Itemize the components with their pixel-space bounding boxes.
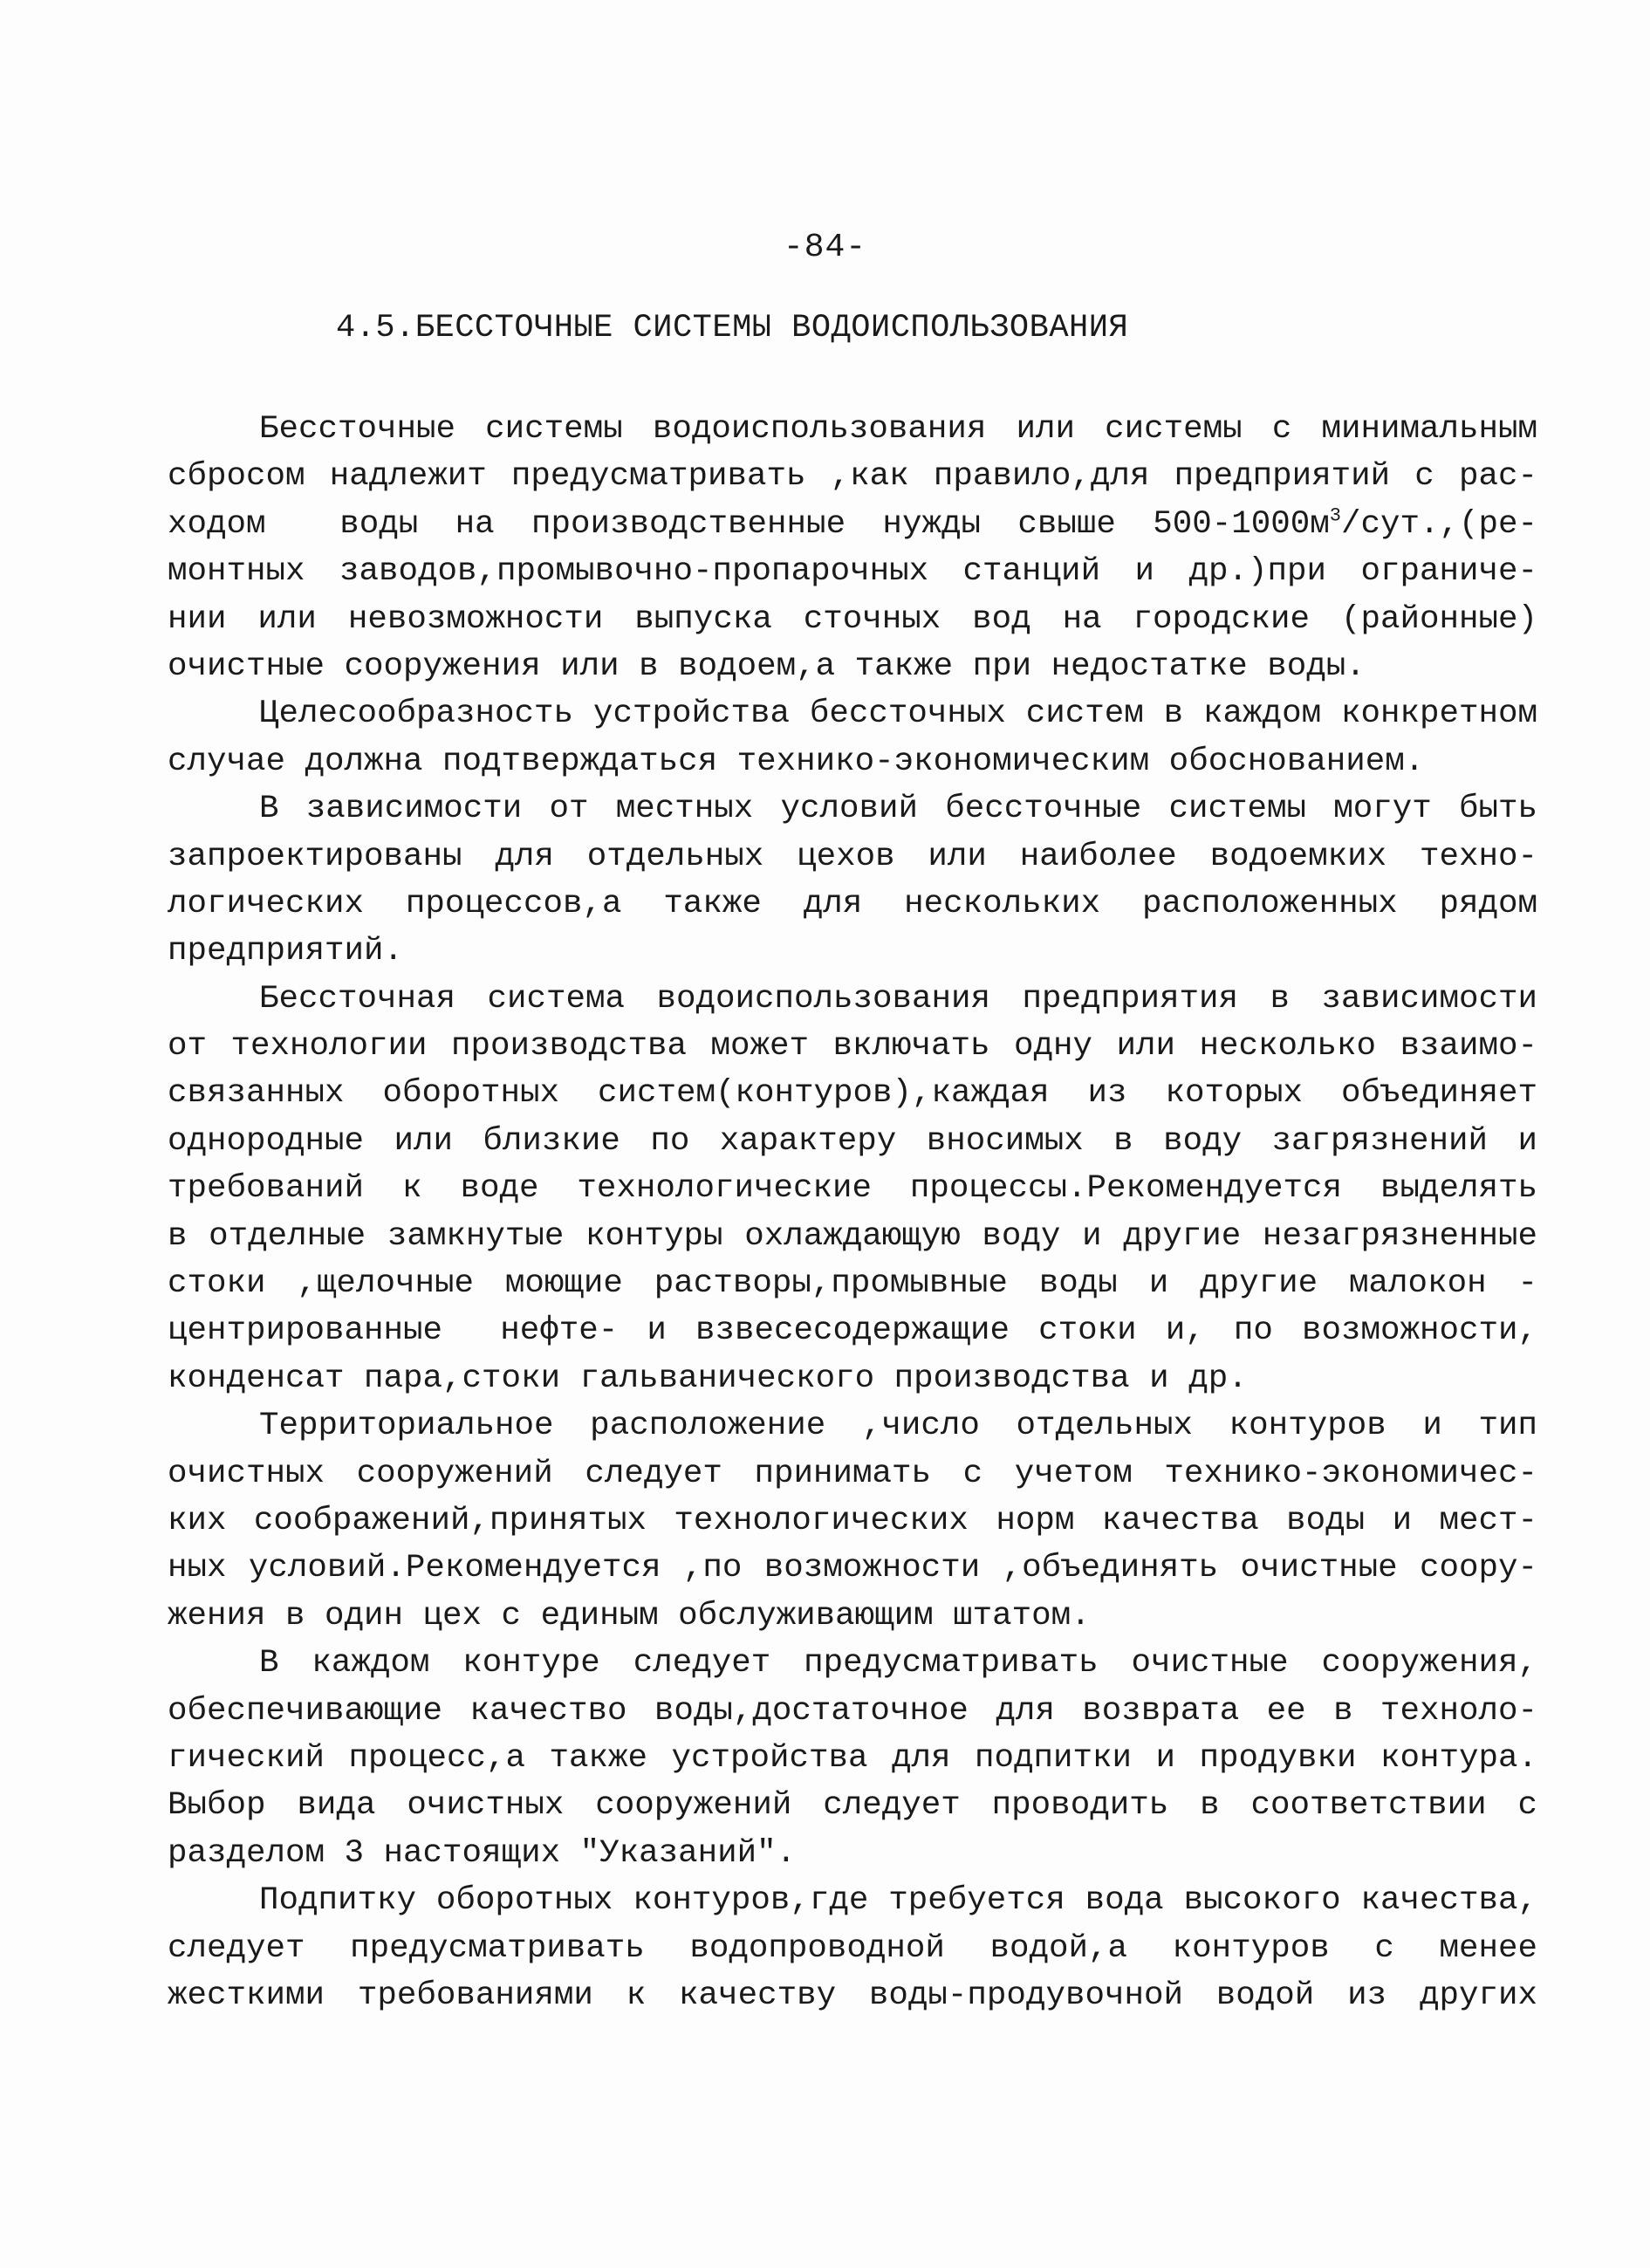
text-line: Территориальное расположение ,число отдельных контуров и тип (259, 1408, 1537, 1445)
paragraph (168, 1877, 1537, 2019)
text-line: жесткими требованиями к качеству воды-продувочной водой из других (168, 1977, 1537, 2014)
paragraph (168, 406, 1537, 690)
paragraph (168, 690, 1537, 785)
text-line: нии или невозможности выпуска сточных вод на городские (районные) (168, 600, 1537, 638)
text-line: жения в один цех с единым обслуживающим штатом. (168, 1597, 1091, 1634)
text-line: однородные или близкие по характеру вносимых в воду загрязнений и (168, 1122, 1537, 1160)
text-line: ких соображений,принятых технологических норм качества воды и мест- (168, 1502, 1537, 1539)
text-line: Подпитку оборотных контуров,где требуется вода высокого качества, (259, 1882, 1537, 1920)
text-line: гический процесс,а также устройства для подпитки и продувки контура. (168, 1739, 1537, 1777)
text-line: в отделные замкнутые контуры охлаждающую воду и другие незагрязненные (168, 1217, 1537, 1255)
text-line: обеспечивающие качество воды,достаточное для возврата ее в техноло- (168, 1692, 1537, 1730)
body-text (168, 406, 1537, 2019)
text-line: В каждом контуре следует предусматривать очистные сооружения, (259, 1645, 1537, 1682)
text-line: ных условий.Рекомендуется ,по возможности ,объединять очистные соору- (168, 1550, 1537, 1587)
text-line: сбросом надлежит предусматривать ,как правило,для предприятий с рас- (168, 458, 1537, 496)
text-line: требований к воде технологические процессы.Рекомендуется выделять (168, 1170, 1537, 1208)
text-line: разделом 3 настоящих "Указаний". (168, 1834, 797, 1872)
text-line: очистных сооружений следует принимать с учетом технико-экономичес- (168, 1455, 1537, 1492)
text-line: случае должна подтверждаться технико-экономическим обоснованием. (168, 743, 1425, 780)
text-line: стоки ,щелочные моющие растворы,промывные воды и другие малокон - (168, 1265, 1537, 1303)
section-heading: 4.5.БЕССТОЧНЫЕ СИСТЕМЫ ВОДОИСПОЛЬЗОВАНИЯ (336, 310, 1129, 346)
text-line: запроектированы для отдельных цехов или наиболее водоемких техно- (168, 838, 1537, 875)
text-line: Выбор вида очистных сооружений следует проводить в соответствии с (168, 1787, 1537, 1825)
text-line: Целесообразность устройства бессточных систем в каждом конкретном (259, 695, 1537, 733)
text-line: следует предусматривать водопроводной водой,а контуров с менее (168, 1929, 1537, 1967)
text-line: монтных заводов,промывочно-пропарочных станций и др.)при ограниче- (168, 553, 1537, 591)
text-line: очистные сооружения или в водоем,а также при недостатке воды. (168, 648, 1366, 685)
text-line: от технологии производства может включать одну или несколько взаимо- (168, 1028, 1537, 1065)
text-line: В зависимости от местных условий бессточные системы могут быть (259, 791, 1537, 828)
text-line: предприятий. (168, 933, 404, 970)
text-line: Бессточная система водоиспользования предприятия в зависимости (259, 980, 1537, 1018)
superscript: 3 (1329, 504, 1341, 527)
text-line: связанных оборотных систем(контуров),каждая из которых объединяет (168, 1075, 1537, 1113)
text-segment: /сут.,(ре- (1340, 505, 1537, 543)
text-line-with-superscript (168, 501, 1537, 548)
text-line: центрированные нефте- и взвесесодержащие стоки и, по возможности, (168, 1312, 1537, 1350)
text-line: конденсат пара,стоки гальванического производства и др. (168, 1360, 1248, 1397)
paragraph (168, 1402, 1537, 1640)
page-number: -84- (783, 229, 867, 266)
text-segment: ходом воды на производственные нужды свыше 500-1000м (168, 505, 1330, 543)
text-line: Бессточные системы водоиспользования или системы с минимальным (259, 411, 1537, 448)
paragraph (168, 976, 1537, 1403)
text-line: логических процессов,а также для нескольких расположенных рядом (168, 885, 1537, 922)
paragraph (168, 785, 1537, 976)
paragraph (168, 1640, 1537, 1877)
